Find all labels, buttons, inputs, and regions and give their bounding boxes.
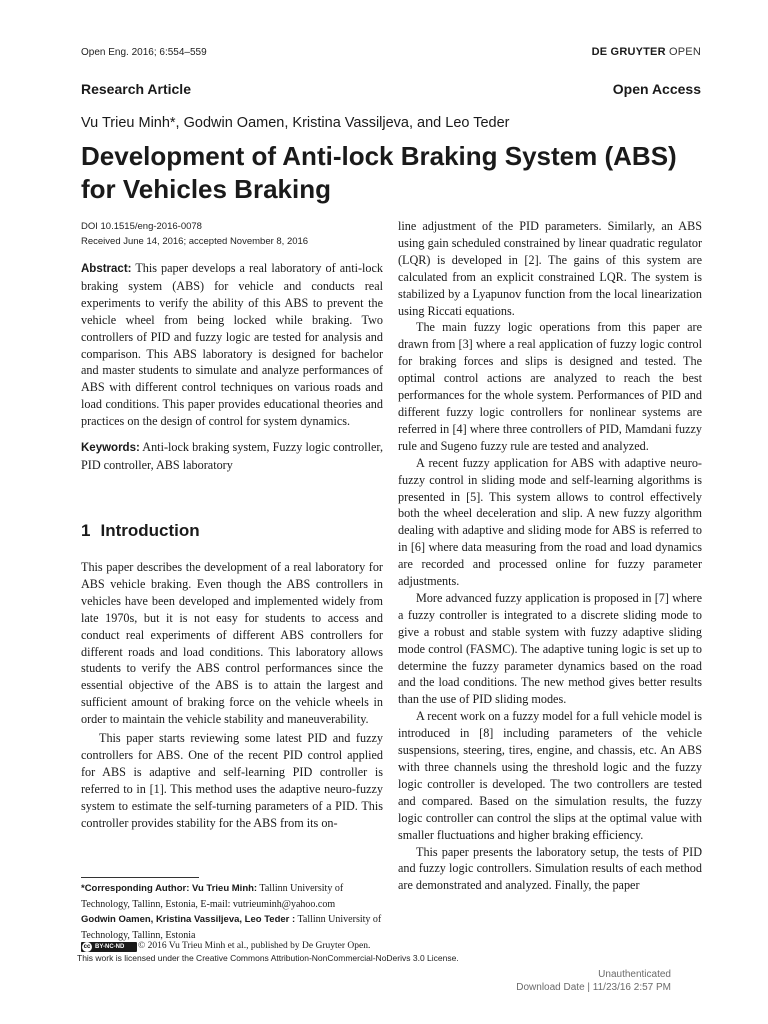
keywords <box>81 439 383 474</box>
author-list: Vu Trieu Minh*, Godwin Oamen, Kristina Vassiljeva, and Leo Teder <box>81 115 510 131</box>
abstract-text: This paper develops a real laboratory of anti-lock braking system (ABS) for vehicle and conducts real experiments to verify the ability of this ABS to prevent the vehicle wheel from being locked while braking. Two controllers of PID and fuzzy logic are tested for analysis and comparison. This ABS laboratory is designed for bachelor and master students to simulate and analyze performances of ABS with different control techniques on various roads and load conditions. This paper provides educational theories and practices on the design of control for system dynamics. <box>81 261 384 429</box>
paragraph: More advanced fuzzy application is proposed in [7] where a fuzzy controller is integrated to a discrete sliding mode to give a robust and stable system with fuzzy adaptive sliding mode control (FASMC). The adaptive tuning logic is set up to determine the fuzzy parameter dynamics based on the road and the load conditions. The new method gives better results than the use of PID sliding modes. <box>398 590 702 707</box>
abstract-label: Abstract: <box>81 263 132 275</box>
publisher-suffix: OPEN <box>669 46 701 58</box>
keywords-text: Anti-lock braking system, Fuzzy logic controller, PID controller, ABS laboratory <box>81 440 383 472</box>
article-title: Development of Anti-lock Braking System (ABS) for Vehicles Braking <box>81 141 677 204</box>
cc-license-badge[interactable] <box>81 942 137 952</box>
license-terms: BY-NC-ND <box>95 944 125 950</box>
footnote-divider <box>81 877 199 878</box>
section-heading <box>81 521 200 541</box>
open-access-label: Open Access <box>612 81 701 97</box>
abstract <box>81 260 383 430</box>
journal-reference: Open Eng. 2016; 6:554–559 <box>81 47 207 58</box>
paragraph: The main fuzzy logic operations from this paper are drawn from [3] where a real application of fuzzy logic control for braking forces and slips is designed and tested. The optimal control actions are analyzed to reach the best performances for the whole system. Performances of PID and different fuzzy logic controllers for nonlinear systems are referred in [4] where three controllers of PID, Mamdani fuzzy rule and Sugeno fuzzy rule are tested and analyzed. <box>398 320 702 453</box>
license-statement: This work is licensed under the Creative Commons Attribution-NonCommercial-NoDerivs 3.0 License. <box>77 953 459 963</box>
paragraph: A recent work on a fuzzy model for a full vehicle model is introduced in [8] including parameters of the vehicle suspensions, steering, tires, engine, and chassis, etc. An ABS with three channels using the threshold logic and the fuzzy logic controller is developed. The two controllers are tested and compared. Based on the simulation results, the fuzzy logic controller can control the slips at the optimal value with smaller fluctuations and higher braking efficiency. <box>398 709 702 842</box>
download-date: Download Date | 11/23/16 2:57 PM <box>516 982 671 993</box>
authentication-status: Unauthenticated <box>598 969 671 980</box>
paragraph: This paper describes the development of a real laboratory for ABS vehicle braking. Even though the ABS controllers in vehicles have been developed and implemented widely from late 1970s, but it is not easy for students to access and conduct real experiments of different ABS controllers for different roads and load conditions. This laboratory allows students to verify the ABS control performances since the essential objective of the ABS is to attain the largest and sufficient amount of braking force on the vehicle wheels in order to maintain the vehicle stability and maneuverability. <box>81 560 383 727</box>
received-dates: Received June 14, 2016; accepted November 8, 2016 <box>81 236 309 247</box>
section-title: Introduction <box>100 521 200 540</box>
abstract-block <box>81 260 383 474</box>
paragraph: This paper starts reviewing some latest PID and fuzzy controllers for ABS. One of the recent PID control applied for ABS is adaptive and self-learning PID controller is referred to in [1]. This method uses the adaptive neuro-fuzzy system to estimate the self-turning parameters of a PID. This controller provides stability for the ABS from its on- <box>81 731 383 830</box>
doi[interactable]: DOI 10.1515/eng-2016-0078 <box>81 221 202 232</box>
publisher-logo <box>592 46 701 58</box>
coauthors-affiliation: Tallinn University of Technology, Tallinn, Estonia <box>81 914 382 941</box>
publisher-brand: DE GRUYTER <box>591 46 666 58</box>
right-column-body <box>398 218 702 894</box>
keywords-label: Keywords: <box>81 442 140 455</box>
corresponding-author-affiliation: Tallinn University of Technology, Tallinn, Estonia, E-mail: vutrieuminh@yahoo.com <box>81 883 344 910</box>
introduction-body <box>81 559 383 832</box>
paragraph: A recent fuzzy application for ABS with adaptive neuro-fuzzy control in sliding mode and self-learning algorithms is presented in [5]. This system allows to control effectively both the wheel deceleration and slip. A new fuzzy algorithm dealing with adaptive and sliding mode for ABS is referred to in [6] where data measuring from the road and load dynamics are recorded and processed online for fuzzy parameter adjustments. <box>398 455 702 589</box>
paragraph: This paper presents the laboratory setup, the tests of PID and fuzzy logic controllers. Simulation results of each method are demonstrated and analyzed. Finally, the paper <box>398 844 702 893</box>
corresponding-author-footnote <box>81 881 383 943</box>
paragraph: line adjustment of the PID parameters. Similarly, an ABS using gain scheduled constrained by linear quadratic regulator (LQR) is developed in [2]. The gains of this system are calculated from an explicit constrained LQR. The system is stabilized by a Lyapunov function from the local linearization using Riccati equations. <box>398 219 702 318</box>
article-type: Research Article <box>81 81 191 97</box>
cc-icon: cc <box>83 944 91 950</box>
section-number: 1 <box>81 521 91 540</box>
coauthors-label: Godwin Oamen, Kristina Vassiljeva, Leo Teder : <box>81 914 296 926</box>
corresponding-author-label: *Corresponding Author: Vu Trieu Minh: <box>81 883 258 894</box>
copyright-notice: © 2016 Vu Trieu Minh et al., published by De Gruyter Open. <box>138 941 371 951</box>
